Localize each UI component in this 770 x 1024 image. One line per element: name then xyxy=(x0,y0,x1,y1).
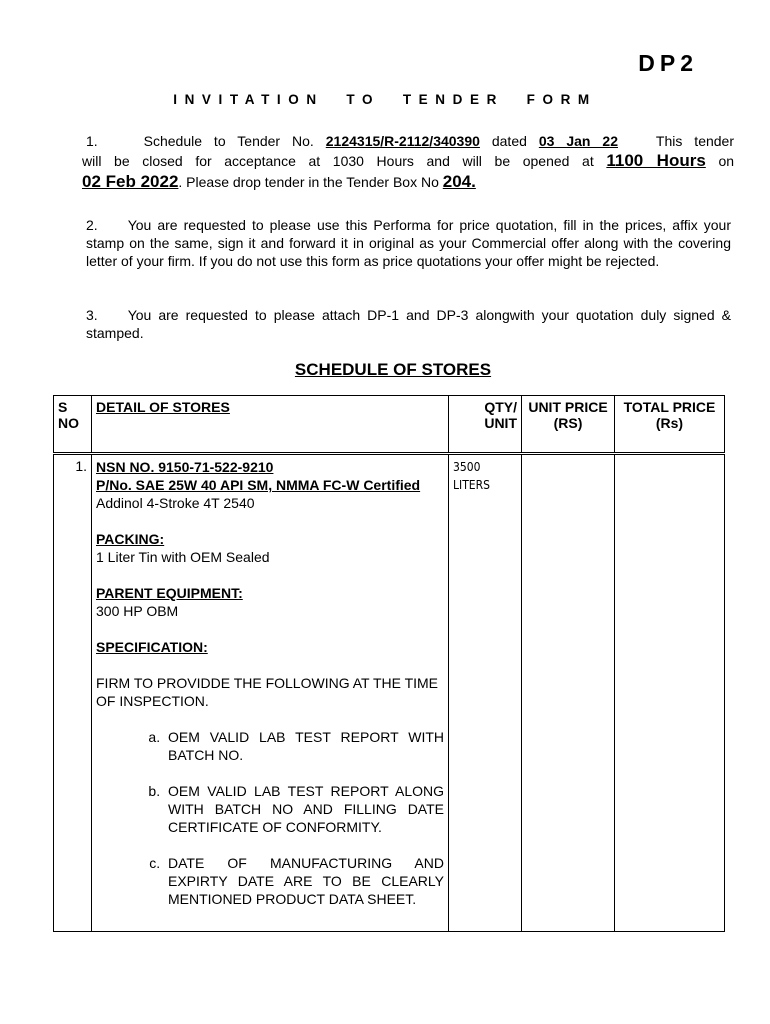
list-item: a. OEM VALID LAB TEST REPORT WITH BATCH NO. xyxy=(164,728,444,764)
header-total-price: TOTAL PRICE (Rs) xyxy=(615,396,725,454)
specification-label: SPECIFICATION: xyxy=(96,639,208,655)
qty-unit: LITERS xyxy=(453,478,490,492)
qty-value: 3500 xyxy=(453,460,481,474)
row-unit-price xyxy=(522,454,615,932)
para1-text-d: will be closed for acceptance at 1030 Hours and will be opened at xyxy=(82,153,594,169)
paragraph-1 xyxy=(82,132,735,193)
paragraph-2 xyxy=(86,216,731,270)
para2-text: You are requested to please use this Performa for price quotation, fill in the prices, affix your stamp on the same, sign it and forward it in original as your Commercial offer along with the covering letter of your firm. If you do not use this form as price quotations your offer might be rejected. xyxy=(86,217,731,269)
packing-label: PACKING: xyxy=(96,531,165,547)
product-name: Addinol 4-Stroke 4T 2540 xyxy=(96,495,255,511)
form-code: DP2 xyxy=(638,50,698,76)
header-sno: S NO xyxy=(54,396,92,454)
tender-date: 03 Jan 22 xyxy=(538,133,618,149)
para3-text: You are requested to please attach DP-1 and DP-3 alongwith your quotation duly signed & stamped. xyxy=(86,307,731,341)
tender-number: 2124315/R-2112/340390 xyxy=(325,133,480,149)
opening-time: 1100 Hours xyxy=(606,151,706,170)
part-number: P/No. SAE 25W 40 API SM, NMMA FC-W Certified xyxy=(96,477,421,493)
para1-text-e: on xyxy=(718,153,735,169)
header-qty: QTY/ UNIT xyxy=(449,396,522,454)
header-unit-price: UNIT PRICE (RS) xyxy=(522,396,615,454)
opening-date: 02 Feb 2022 xyxy=(82,172,179,191)
para1-text-c: This tender xyxy=(655,133,734,149)
specification-intro: FIRM TO PROVIDDE THE FOLLOWING AT THE TIME OF INSPECTION. xyxy=(96,675,439,709)
schedule-title: SCHEDULE OF STORES xyxy=(294,360,492,379)
parent-equipment-label: PARENT EQUIPMENT: xyxy=(96,585,243,601)
para1-text-a: Schedule to Tender No. xyxy=(143,133,314,149)
table-header-row xyxy=(54,396,725,454)
nsn-number: NSN NO. 9150-71-522-9210 xyxy=(96,459,274,475)
row-qty xyxy=(449,454,522,932)
para1-number: 1. xyxy=(86,133,98,149)
list-item: c. DATE OF MANUFACTURING AND EXPIRTY DATE ARE TO BE CLEARLY MENTIONED PRODUCT DATA SHEET. xyxy=(164,854,444,908)
parent-equipment-value: 300 HP OBM xyxy=(96,603,179,619)
specification-list xyxy=(96,728,444,908)
table-row xyxy=(54,454,725,932)
packing-value: 1 Liter Tin with OEM Sealed xyxy=(96,549,270,565)
tender-box-number: 204. xyxy=(442,172,476,191)
schedule-table xyxy=(53,395,725,932)
para1-text-b: dated xyxy=(491,133,527,149)
row-sno: 1. xyxy=(54,454,92,932)
paragraph-3 xyxy=(86,306,731,342)
list-item: b. OEM VALID LAB TEST REPORT ALONG WITH BATCH NO AND FILLING DATE CERTIFICATE OF CONFORMITY. xyxy=(164,782,444,836)
para1-text-f: . Please drop tender in the Tender Box No xyxy=(178,174,439,190)
row-total-price xyxy=(615,454,725,932)
para2-number: 2. xyxy=(86,217,98,233)
form-title: INVITATION TO TENDER FORM xyxy=(173,92,597,107)
row-detail xyxy=(92,454,449,932)
header-detail: DETAIL OF STORES xyxy=(92,396,449,454)
para3-number: 3. xyxy=(86,307,98,323)
